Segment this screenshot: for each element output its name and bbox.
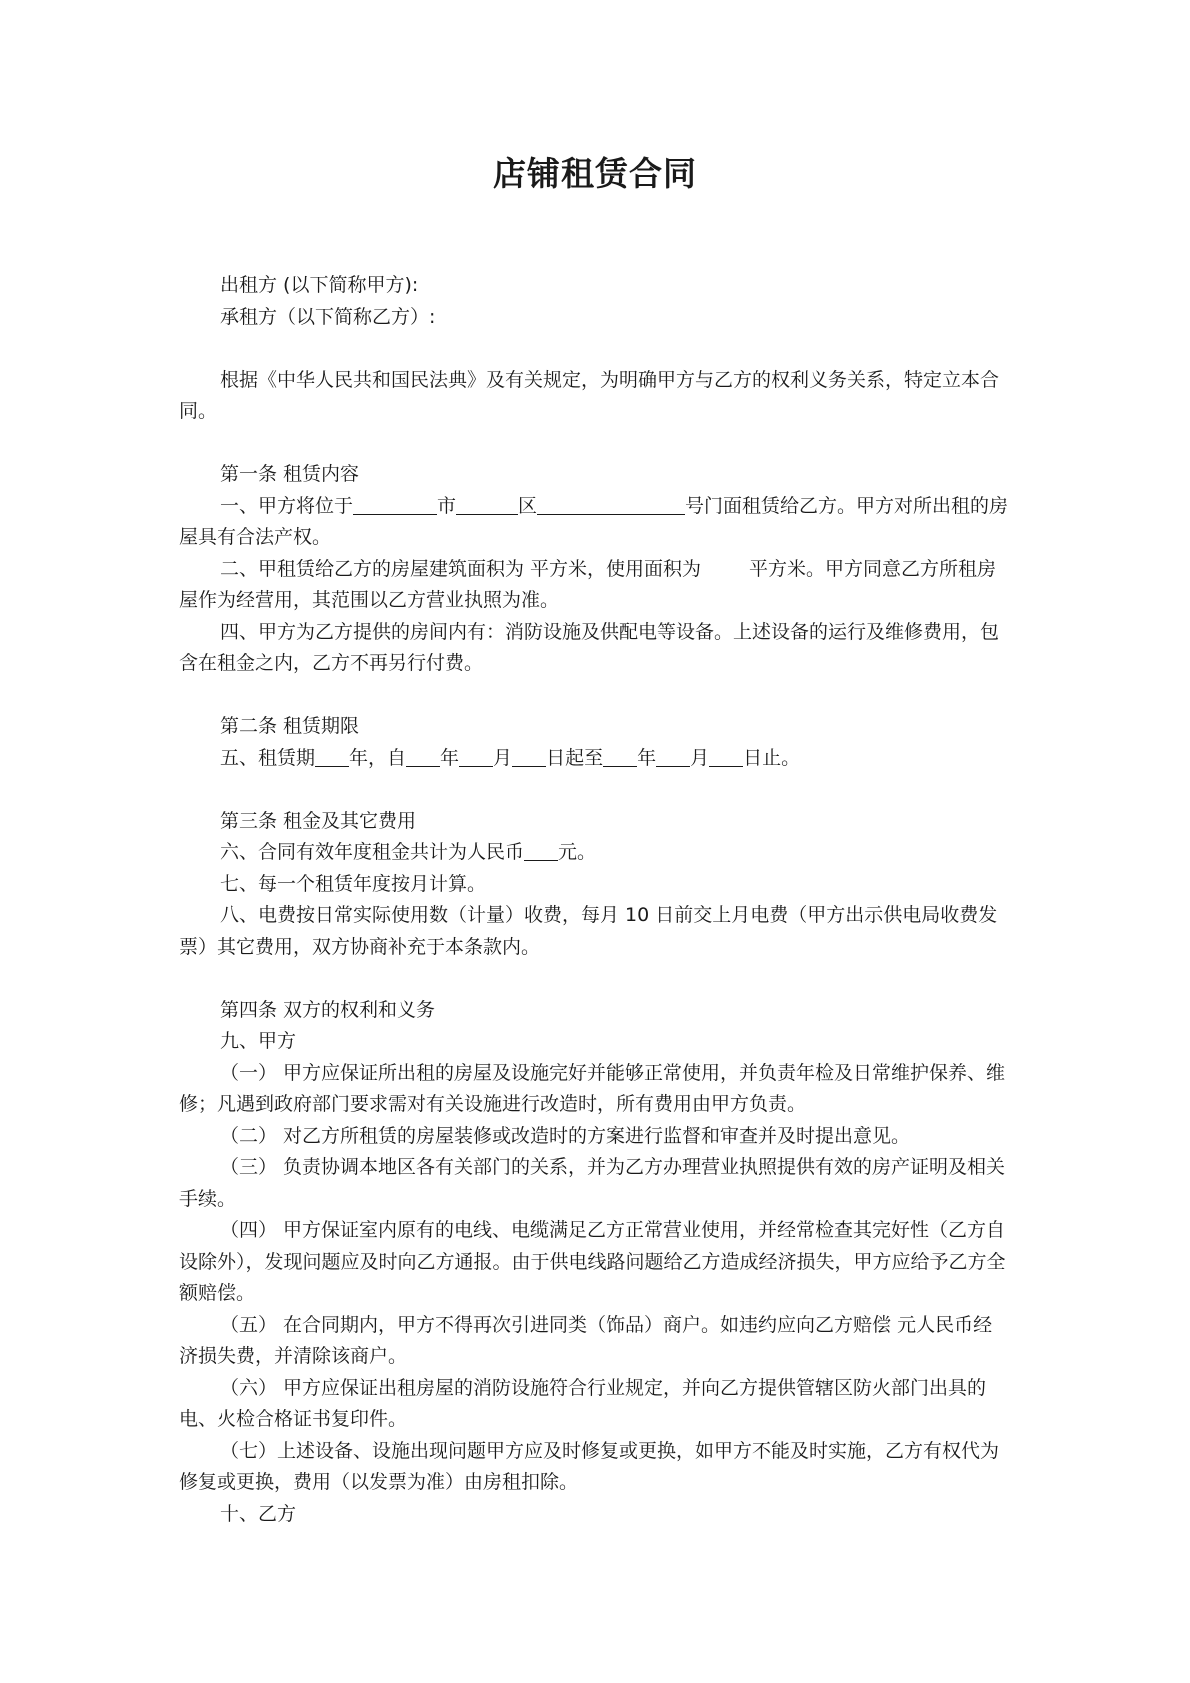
blank-end-year [603,746,637,767]
blank-number [537,494,685,515]
lessor-clause-7: （七）上述设备、设施出现问题甲方应及时修复或更换，如甲方不能及时实施，乙方有权代为修复或更换，费用（以发票为准）由房租扣除。 [179,1439,1000,1493]
lessor-clause-5: （五） 在合同期内，甲方不得再次引进同类（饰品）商户。如违约应向乙方赔偿 元人民币经济损失费，并清除该商户。 [179,1313,993,1367]
blank-rent-amount [524,840,558,861]
article-3-heading: 第三条 租金及其它费用 [220,809,417,832]
article-4-item-10: 十、乙方 [220,1502,297,1525]
article-2-heading: 第二条 租赁期限 [220,715,360,737]
blank-start-year [406,746,440,767]
article-1-item-2: 二、甲租赁给乙方的房屋建筑面积为 平方米，使用面积为 平方米。甲方同意乙方所租房屋作为经营用，其范围以乙方营业执照为准。 [179,557,997,611]
lessor-clause-2: （二） 对乙方所租赁的房屋装修或改造时的方案进行监督和审查并及时提出意见。 [220,1124,911,1147]
article-2-item-5: 五、租赁期 年，自 年 月 日起至 年 月 日止。 [220,746,801,769]
article-1-item-4: 四、甲方为乙方提供的房间内有：消防设施及供配电等设备。上述设备的运行及维修费用，包含在租金之内，乙方不再另行付费。 [179,620,1000,674]
article-4-item-9: 九、甲方 [220,1030,297,1052]
article-3-item-7: 七、每一个租赁年度按月计算。 [220,872,487,895]
blank-district [456,494,518,515]
article-1-item-1: 一、甲方将位于 市 区 号门面租赁给乙方。甲方对所出租的房屋具有合法产权。 [179,494,1009,548]
contract-body [179,270,1011,1530]
document-title: 店铺租赁合同 [493,154,697,193]
preamble: 根据《中华人民共和国民法典》及有关规定，为明确甲方与乙方的权利义务关系，特定立本合同。 [179,368,1000,422]
blank-city [353,494,437,515]
blank-end-month [656,746,690,767]
article-3-item-8: 八、电费按日常实际使用数（计量）收费，每月 10 日前交上月电费（甲方出示供电局收费发票）其它费用，双方协商补充于本条款内。 [179,904,998,958]
article-1-heading: 第一条 租赁内容 [220,463,360,485]
lessor-clause-1: （一） 甲方应保证所出租的房屋及设施完好并能够正常使用，并负责年检及日常维护保养、维修；凡遇到政府部门要求需对有关设施进行改造时，所有费用由甲方负责。 [179,1061,1006,1115]
lessor-clause-3: （三） 负责协调本地区各有关部门的关系，并为乙方办理营业执照提供有效的房产证明及相关手续。 [179,1156,1006,1210]
lessor-line: 出租方 (以下简称甲方): [220,274,419,296]
blank-start-day [512,746,546,767]
article-4-heading: 第四条 双方的权利和义务 [220,998,436,1021]
article-3-item-6: 六、合同有效年度租金共计为人民币 元。 [220,841,597,863]
lessor-clause-6: （六） 甲方应保证出租房屋的消防设施符合行业规定，并向乙方提供管辖区防火部门出具的电、火检合格证书复印件。 [179,1376,987,1430]
blank-term-years [315,746,349,767]
lessee-line: 承租方（以下简称乙方）: [220,305,436,328]
blank-end-day [709,746,743,767]
lessor-clause-4: （四） 甲方保证室内原有的电线、电缆满足乙方正常营业使用，并经常检查其完好性（乙方自设除外），发现问题应及时向乙方通报。由于供电线路问题给乙方造成经济损失，甲方应给予乙方全额赔偿。 [179,1219,1006,1304]
blank-start-month [459,746,493,767]
